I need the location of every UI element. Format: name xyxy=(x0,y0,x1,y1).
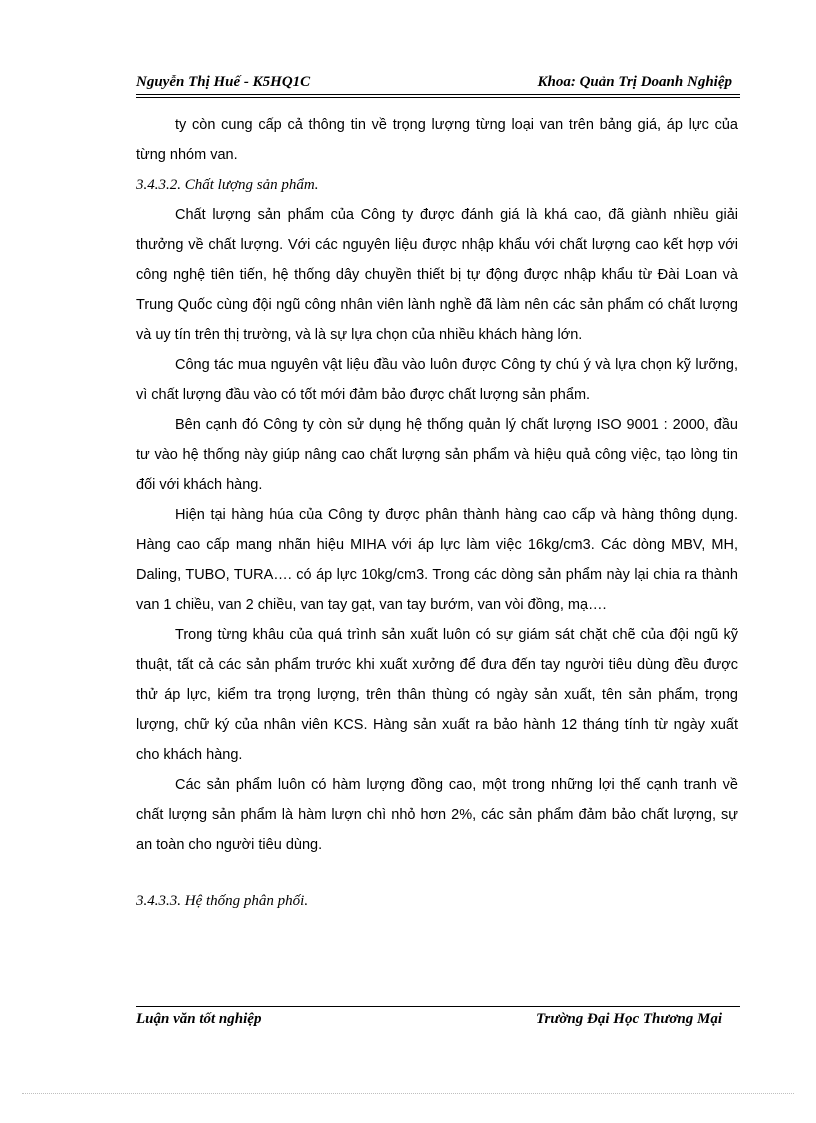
header-rule-secondary xyxy=(136,97,740,98)
header-rule xyxy=(136,94,740,95)
paragraph: Hiện tại hàng húa của Công ty được phân thành hàng cao cấp và hàng thông dụng. Hàng cao cấp mang nhãn hiệu MIHA với áp lực làm việc 16kg/cm3. Các dòng MBV, MH, Daling, TUBO, TURA…. có áp lực 10kg/cm3. Trong các dòng sản phẩm này lại chia ra thành van 1 chiều, van 2 chiều, van tay gạt, van tay bướm, van vòi đồng, mạ…. xyxy=(136,507,738,613)
paragraph: Chất lượng sản phẩm của Công ty được đánh giá là khá cao, đã giành nhiều giải thưởng về chất lượng. Với các nguyên liệu được nhập khẩu với chất lượng cao kết hợp với công nghệ tiên tiến, hệ thống dây chuyền thiết bị tự động được nhập khẩu từ Đài Loan và Trung Quốc cùng đội ngũ công nhân viên lành nghề đã làm nên các sản phẩm có chất lượng và uy tín trên thị trường, và là sự lựa chọn của nhiều khách hàng lớn. xyxy=(136,207,738,343)
footer-university: Trường Đại Học Thương Mại xyxy=(535,1011,722,1027)
footer-rule xyxy=(136,1006,740,1007)
paragraph: Công tác mua nguyên vật liệu đầu vào luôn được Công ty chú ý và lựa chọn kỹ lưỡng, vì chất lượng đầu vào có tốt mới đảm bảo được chất lượng sản phẩm. xyxy=(136,357,738,403)
page-header xyxy=(136,70,740,96)
paragraph: Trong từng khâu của quá trình sản xuất luôn có sự giám sát chặt chẽ của đội ngũ kỹ thuật, tất cả các sản phẩm trước khi xuất xưởng để đưa đến tay người tiêu dùng đều được thử áp lực, kiểm tra trọng lượng, trên thân thùng có ngày sản xuất, tên sản phẩm, trọng lượng, chữ ký của nhân viên KCS. Hàng sản xuất ra bảo hành 12 tháng tính từ ngày xuất cho khách hàng. xyxy=(136,627,738,763)
section-heading-distribution: 3.4.3.3. Hệ thống phân phối. xyxy=(136,893,309,909)
paragraph: Các sản phẩm luôn có hàm lượng đồng cao, một trong những lợi thế cạnh tranh về chất lượng sản phẩm là hàm lượn chì nhỏ hơn 2%, các sản phẩm đảm bảo chất lượng, sự an toàn cho người tiêu dùng. xyxy=(136,777,738,853)
paragraph: Bên cạnh đó Công ty còn sử dụng hệ thống quản lý chất lượng ISO 9001 : 2000, đầu tư vào hệ thống này giúp nâng cao chất lượng sản phẩm và hiệu quả công việc, tạo lòng tin đối với khách hàng. xyxy=(136,417,738,493)
header-author: Nguyễn Thị Huế - K5HQ1C xyxy=(136,74,311,90)
page-bottom-divider xyxy=(22,1093,794,1094)
section-heading-product-quality: 3.4.3.2. Chất lượng sản phẩm. xyxy=(136,177,319,193)
header-faculty: Khoa: Quản Trị Doanh Nghiệp xyxy=(537,74,732,90)
footer-thesis: Luận văn tốt nghiệp xyxy=(136,1011,262,1027)
paragraph-continued: ty còn cung cấp cả thông tin về trọng lượng từng loại van trên bảng giá, áp lực của từng nhóm van. xyxy=(136,117,738,163)
page-footer xyxy=(136,1011,740,1033)
body-text xyxy=(136,110,738,916)
